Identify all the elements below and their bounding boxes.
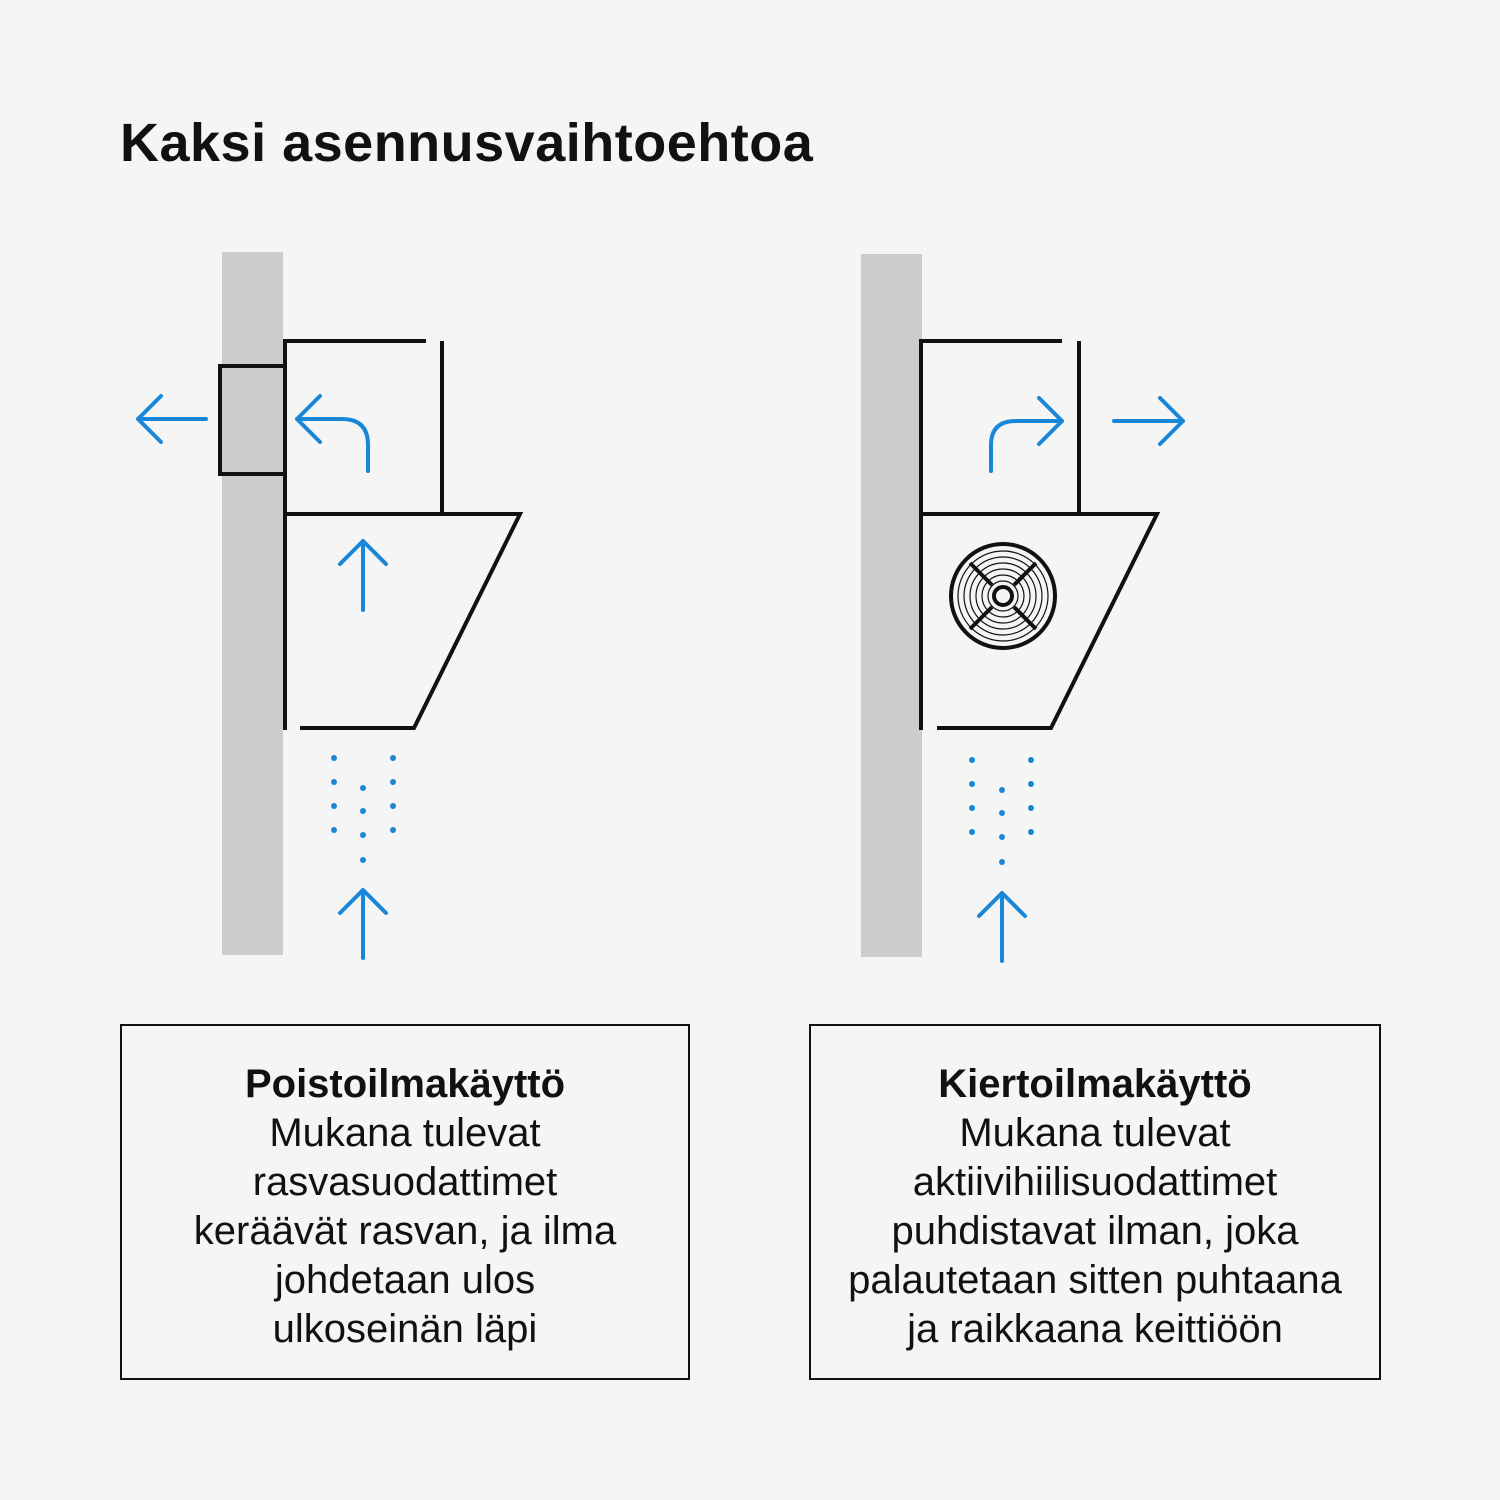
extraction-title: Poistoilmakäyttö (244, 1062, 566, 1106)
recirculation-caption-box (809, 1024, 1381, 1380)
curved-arrow-icon (297, 396, 368, 471)
extraction-diagram (138, 252, 520, 958)
page-title: Kaksi asennusvaihtoehtoa (120, 113, 814, 173)
wall (861, 254, 922, 957)
dotted-airflow (331, 755, 396, 863)
hood-canopy (285, 514, 520, 730)
dotted-airflow (969, 757, 1034, 865)
extraction-caption-box (120, 1024, 690, 1380)
up-arrow-icon (340, 890, 386, 958)
up-arrow-icon (979, 893, 1025, 961)
recirculation-title: Kiertoilmakäyttö (938, 1062, 1252, 1106)
curved-arrow-icon (991, 398, 1062, 471)
exhaust-arrow-icon (138, 396, 206, 442)
exhaust-arrow-icon (1114, 398, 1183, 444)
extraction-description: Mukana tulevat rasvasuodattimet keräävät rasvan, ja ilma johdetaan ulos ulkoseinän läpi (193, 1111, 617, 1351)
recirculation-diagram (861, 254, 1183, 961)
fan-icon (951, 544, 1055, 648)
up-arrow-icon (340, 541, 386, 610)
wall (222, 252, 283, 955)
recirculation-description: Mukana tulevat aktiivihiilisuodattimet puhdistavat ilman, joka palautetaan sitten puhtaana ja raikkaana keittiöön (848, 1111, 1342, 1351)
